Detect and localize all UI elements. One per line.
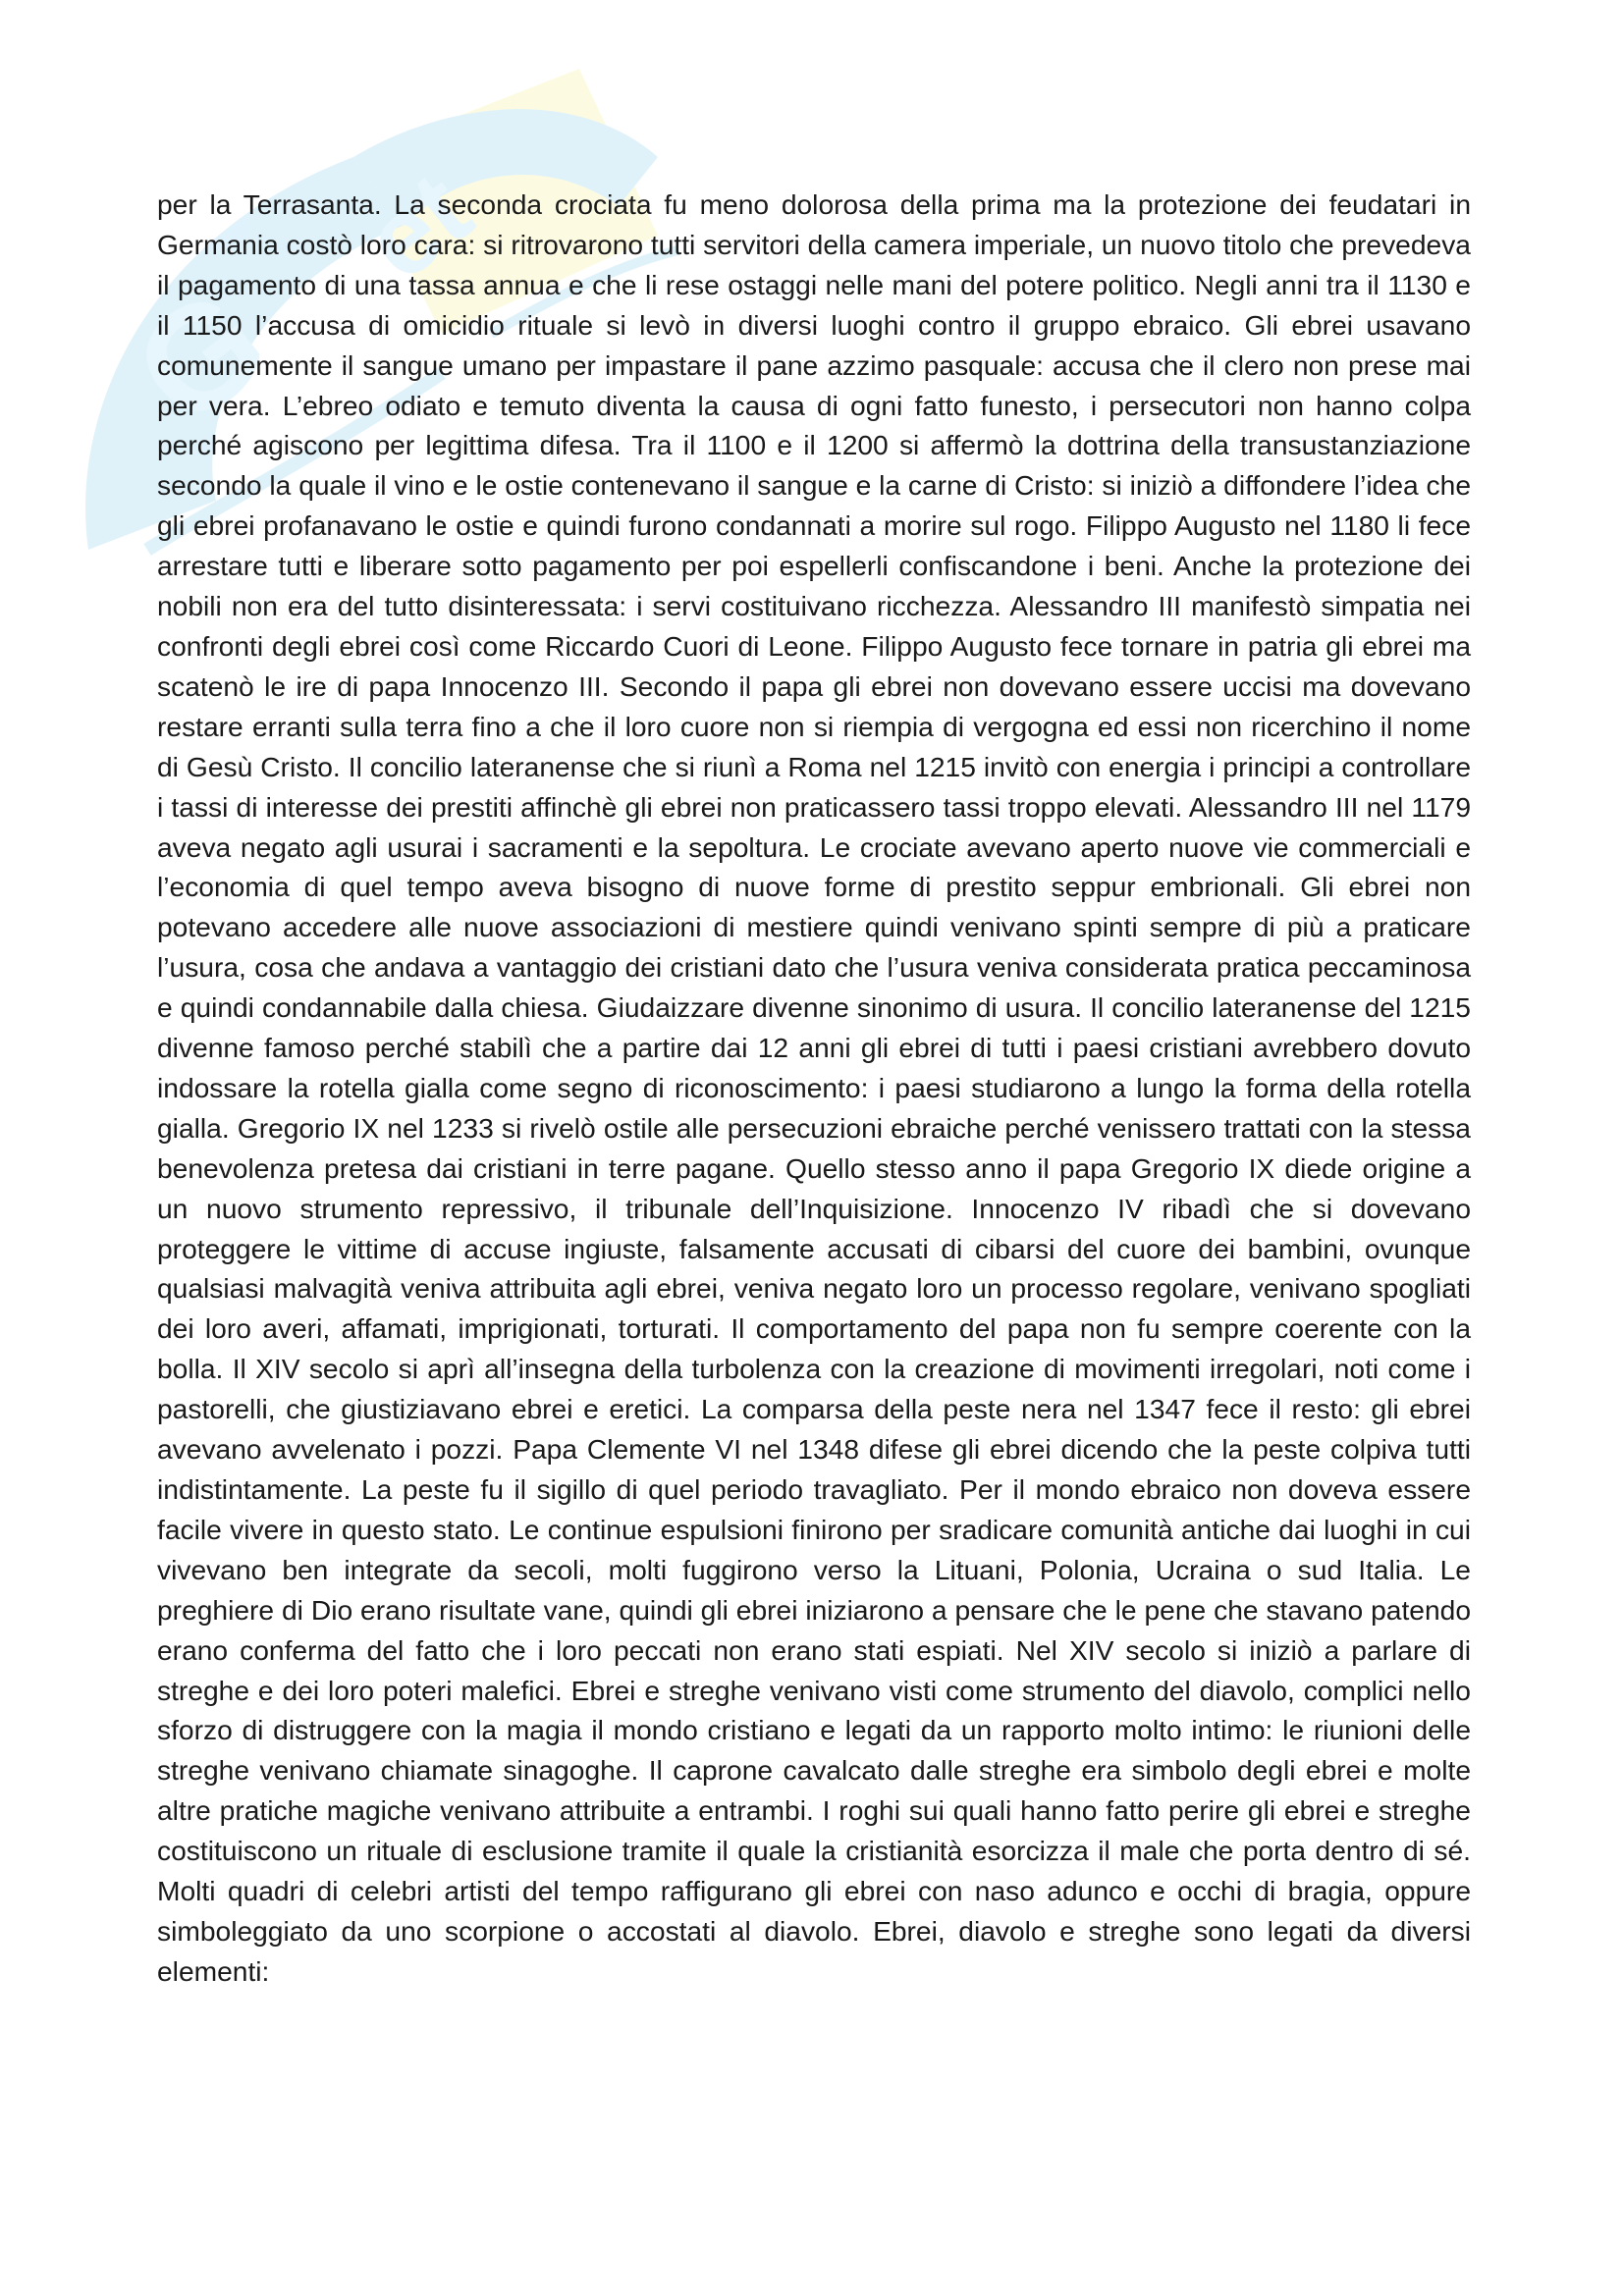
svg-text:G: G	[104, 255, 297, 457]
body-paragraph: per la Terrasanta. La seconda crociata fu meno dolorosa della prima ma la protezione dei feudatari in Germania costò loro cara: si ritrovarono tutti servitori della camera imperiale, un nuovo titolo che prevedeva il pagamento di una tassa annua e che li rese ostaggi nelle mani del potere politico. Negli anni tra il 1130 e il 1150 l’accusa di omicidio rituale si levò in diversi luoghi contro il gruppo ebraico. Gli ebrei usavano comunemente il sangue umano per impastare il pane azzimo pasquale: accusa che il clero non prese mai per vera. L’ebreo odiato e temuto diventa la causa di ogni fatto funesto, i persecutori non hanno colpa perché agiscono per legittima difesa. Tra il 1100 e il 1200 si affermò la dottrina della transustanziazione secondo la quale il vino e le ostie contenevano il sangue e la carne di Cristo: si iniziò a diffondere l’idea che gli ebrei profanavano le ostie e quindi furono condannati a morire sul rogo. Filippo Augusto nel 1180 li fece arrestare tutti e liberare sotto pagamento per poi espellerli confiscandone i beni. Anche la protezione dei nobili non era del tutto disinteressata: i servi costituivano ricchezza. Alessandro III manifestò simpatia nei confronti degli ebrei così come Riccardo Cuori di Leone. Filippo Augusto fece tornare in patria gli ebrei ma scatenò le ire di papa Innocenzo III. Secondo il papa gli ebrei non dovevano essere uccisi ma dovevano restare erranti sulla terra fino a che il loro cuore non si riempia di vergogna ed essi non ricerchino il nome di Gesù Cristo. Il concilio lateranense che si riunì a Roma nel 1215 invitò con energia i principi a controllare i tassi di interesse dei prestiti affinchè gli ebrei non praticassero tassi troppo elevati. Alessandro III nel 1179 aveva negato agli usurai i sacramenti e la sepoltura. Le crociate avevano aperto nuove vie commerciali e l’economia di quel tempo aveva bisogno di nuove forme di prestito seppur embrionali. Gli ebrei non potevano accedere alle nuove associazioni di mestiere quindi venivano spinti sempre di più a praticare l’usura, cosa che andava a vantaggio dei cristiani dato che l’usura veniva considerata pratica peccaminosa e quindi condannabile dalla chiesa. Giudaizzare divenne sinonimo di usura. Il concilio lateranense del 1215 divenne famoso perché stabilì che a partire dai 12 anni gli ebrei di tutti i paesi cristiani avrebbero dovuto indossare la rotella gialla come segno di riconoscimento: i paesi studiarono a lungo la forma della rotella gialla. Gregorio IX nel 1233 si rivelò ostile alle persecuzioni ebraiche perché venissero trattati con la stessa benevolenza pretesa dai cristiani in terre pagane. Quello stesso anno il papa Gregorio IX diede origine a un nuovo strumento repressivo, il tribunale dell’Inquisizione. Innocenzo IV ribadì che si dovevano proteggere le vittime di accuse ingiuste, falsamente accusati di cibarsi del cuore dei bambini, ovunque qualsiasi malvagità veniva attribuita agli ebrei, veniva negato loro un processo regolare, venivano spogliati dei loro averi, affamati, imprigionati, torturati. Il comportamento del papa non fu sempre coerente con la bolla. Il XIV secolo si aprì all’insegna della turbolenza con la creazione di movimenti irregolari, noti come i pastorelli, che giustiziavano ebrei e eretici. La comparsa della peste nera nel 1347 fece il resto: gli ebrei avevano avvelenato i pozzi. Papa Clemente VI nel 1348 difese gli ebrei dicendo che la peste colpiva tutti indistintamente. La peste fu il sigillo di quel periodo travagliato. Per il mondo ebraico non doveva essere facile vivere in questo stato. Le continue espulsioni finirono per sradicare comunità antiche dai luoghi in cui vivevano ben integrate da secoli, molti fuggirono verso la Lituani, Polonia, Ucraina o sud Italia. Le preghiere di Dio erano risultate vane, quindi gli ebrei iniziarono a pensare che le pene che stavano patendo erano conferma del fatto che i loro peccati non erano stati espiati. Nel XIV secolo si iniziò a parlare di streghe e dei loro poteri malefici. Ebrei e streghe venivano visti come strumento del diavolo, complici nello sforzo di distruggere con la magia il mondo cristiano e legati da un rapporto molto intimo: le riunioni delle streghe venivano chiamate sinagoghe. Il caprone cavalcato dalle streghe era simbolo degli ebrei e molte altre pratiche magiche venivano attribuite a entrambi. I roghi sui quali hanno fatto perire gli ebrei e streghe costituiscono un rituale di esclusione tramite il quale la cristianità esorcizza il male che porta dentro di sé. Molti quadri di celebri artisti del tempo raffigurano gli ebrei con naso adunco e occhi di bragia, oppure simboleggiato da uno scorpione o accostati al diavolo. Ebrei, diavolo e streghe sono legati da diversi elementi:	[157, 188, 1471, 1987]
svg-text:et: et	[343, 148, 493, 303]
document-body	[157, 185, 1471, 1992]
